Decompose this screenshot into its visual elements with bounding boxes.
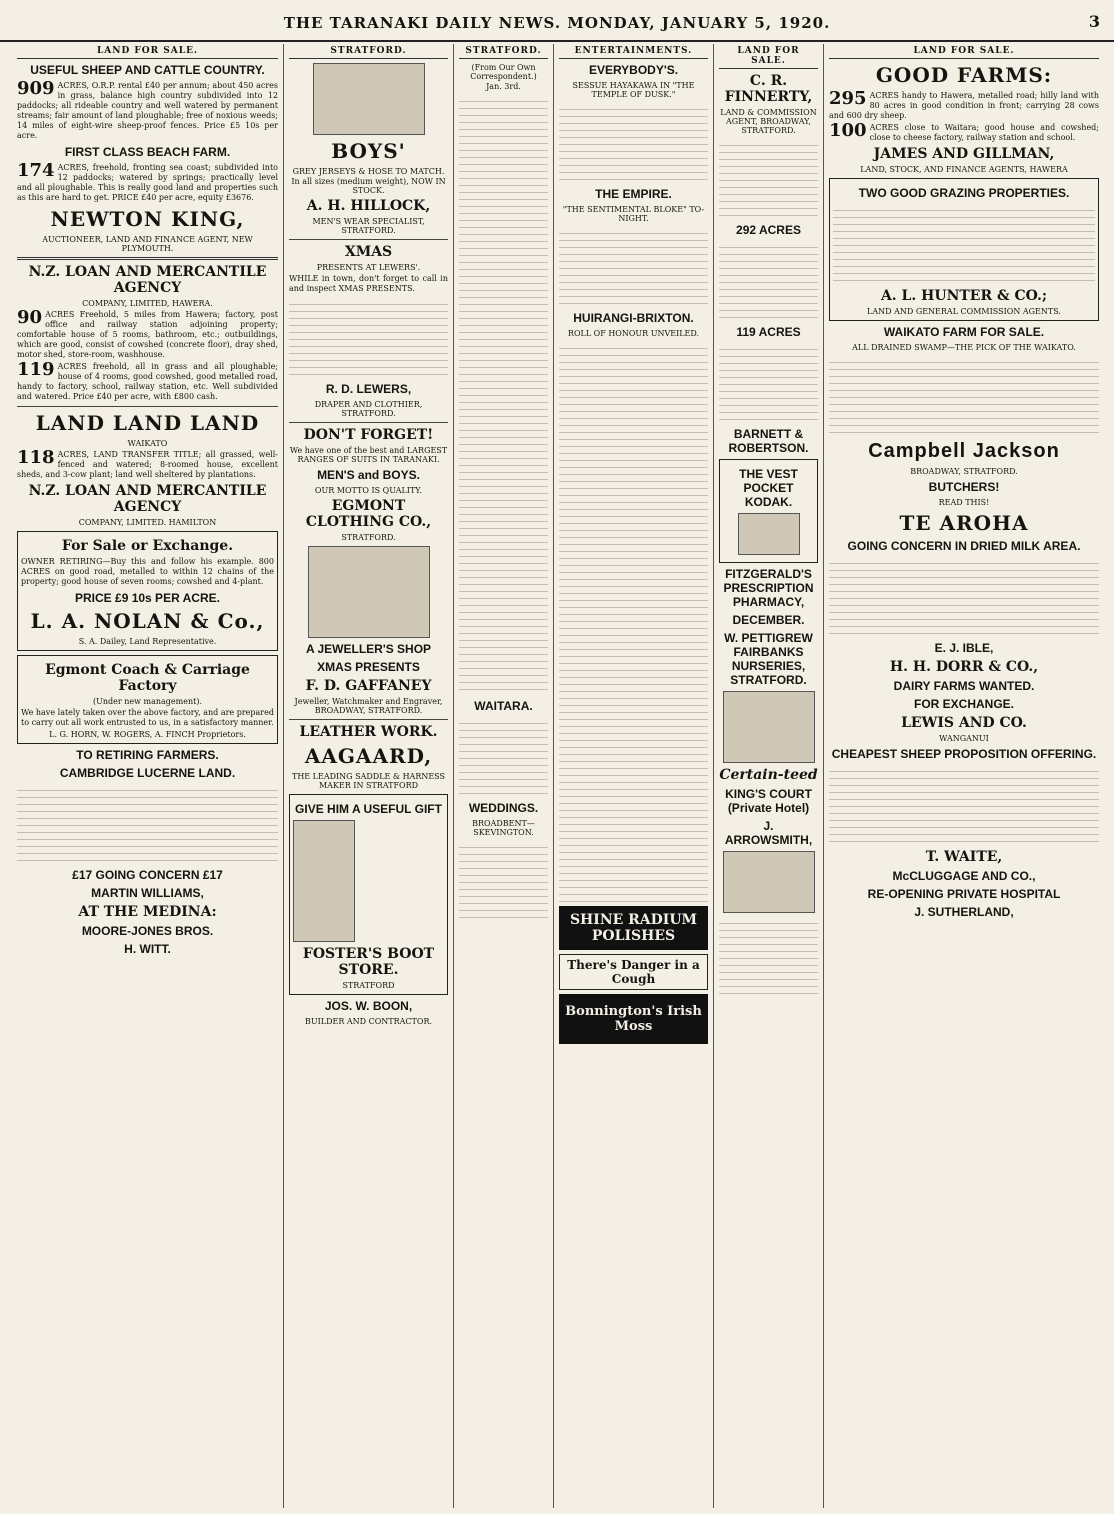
campbell-subtitle: BROADWAY, STRATFORD. xyxy=(910,467,1018,476)
agency-name: N.Z. LOAN AND MERCANTILE AGENCY xyxy=(28,264,267,296)
for-sale-box xyxy=(17,531,278,651)
boys-heading: BOYS' xyxy=(331,139,406,163)
egmont-subtitle: (Under new management). xyxy=(93,697,202,706)
ad-body xyxy=(17,78,278,141)
ad-text: ACRES Freehold, 5 miles from Hawera; factory, post office and railway station adjoining property; comfortable house of 5 rooms, bathroom, etc.; outbuildings, which are good, consist of cowshed (concrete floor), dray shed, motor shed, store-room, washhouse. xyxy=(17,310,278,359)
boon-subtitle: BUILDER AND CONTRACTOR. xyxy=(304,1017,433,1026)
empire-heading: THE EMPIRE. xyxy=(595,187,672,201)
ad-number: 90 xyxy=(17,307,43,328)
column-3 xyxy=(454,44,554,1508)
james-subtitle: LAND, STOCK, AND FINANCE AGENTS, HAWERA xyxy=(860,165,1068,174)
stratford-logo-image xyxy=(313,63,425,135)
ad-heading: CAMBRIDGE LUCERNE LAND. xyxy=(59,766,236,780)
ad-text: ACRES, O.R.P. rental £40 per annum; about 450 acres in grass, balance high country subdivided into 12 paddocks; all rideable country and well watered by permanent streams; fair amount of land ploughable; free of noxious weeds; 14 miles of eight-wire sheep-proof fences. Price £5 10s per acre. xyxy=(17,81,278,140)
masthead xyxy=(0,0,1114,42)
ad-number: 119 xyxy=(17,359,55,380)
bonnington-ad: Bonnington's Irish Moss xyxy=(559,994,708,1044)
section-header: STRATFORD. xyxy=(289,46,448,59)
xmas-text: WHILE in town, don't forget to call in and inspect XMAS PRESENTS. xyxy=(289,274,448,293)
section-header: LAND FOR SALE. xyxy=(829,46,1099,59)
camera-illustration xyxy=(738,513,800,555)
ad-heading: MOORE-JONES BROS. xyxy=(81,924,214,938)
dont-forget-boys: MEN'S and BOYS. xyxy=(317,468,420,482)
xmas-presents-heading: XMAS PRESENTS xyxy=(317,660,420,674)
box-price: PRICE £9 10s PER ACRE. xyxy=(75,591,220,605)
leather-heading: LEATHER WORK. xyxy=(299,724,438,740)
arrowsmith-name: J. ARROWSMITH, xyxy=(724,819,813,847)
egmont-signature: L. G. HORN, W. ROGERS, A. FINCH Proprietors. xyxy=(49,730,246,739)
ad-heading: USEFUL SHEEP AND CATTLE COUNTRY. xyxy=(30,63,265,77)
section-header: LAND FOR SALE. xyxy=(719,46,818,69)
ad-text: ACRES handy to Hawera, metalled road; hilly land with 80 acres in good condition in front; carrying 28 cows and 600 dry sheep. xyxy=(829,91,1099,120)
agent-name: NEWTON KING, xyxy=(50,207,245,231)
correspondent-note: (From Our Own Correspondent.) xyxy=(470,63,537,81)
ad-heading: AT THE MEDINA: xyxy=(78,904,217,920)
egmont-title: Egmont Coach & Carriage Factory xyxy=(45,662,250,694)
ad-body xyxy=(17,447,278,480)
ad-number: 909 xyxy=(17,78,55,99)
masthead-title: THE TARANAKI DAILY NEWS. MONDAY, JANUARY 5, 1920. xyxy=(283,14,831,32)
kings-court-name: KING'S COURT (Private Hotel) xyxy=(725,787,812,815)
bloke-subtitle: "THE SENTIMENTAL BLOKE" TO-NIGHT. xyxy=(562,205,705,223)
boys-note: In all sizes (medium weight), NOW IN STOCK. xyxy=(291,177,446,195)
nolan-name: L. A. NOLAN & Co., xyxy=(30,609,265,633)
dont-forget-text: We have one of the best and LARGEST RANGES OF SUITS IN TARANAKI. xyxy=(289,446,448,464)
ad-body xyxy=(829,120,1099,143)
agency-name: N.Z. LOAN AND MERCANTILE AGENCY xyxy=(28,483,267,515)
column-1 xyxy=(12,44,284,1508)
james-name: JAMES AND GILLMAN, xyxy=(873,146,1055,162)
text-block xyxy=(17,784,278,864)
man-portrait-illustration xyxy=(293,820,355,942)
ad-body xyxy=(829,88,1099,121)
ad-text xyxy=(829,356,1099,436)
column-4 xyxy=(554,44,714,1508)
jeweller-illustration xyxy=(308,546,430,638)
gaffaney-subtitle: Jeweller, Watchmaker and Engraver, BROADWAY, STRATFORD. xyxy=(294,697,443,715)
ad-number: 100 xyxy=(829,120,867,141)
dorr-name: H. H. DORR & CO., xyxy=(889,659,1039,675)
pettigrew-name: W. PETTIGREW FAIRBANKS NURSERIES, STRATFORD. xyxy=(724,631,813,687)
page-number: 3 xyxy=(1088,12,1100,31)
waitara-heading: WAITARA. xyxy=(474,699,533,713)
kodak-heading: THE VEST POCKET KODAK. xyxy=(739,467,798,509)
waikato-subtitle: ALL DRAINED SWAMP—THE PICK OF THE WAIKATO. xyxy=(852,343,1076,352)
building-illustration xyxy=(723,691,815,763)
section-header: LAND FOR SALE. xyxy=(17,46,278,59)
section-header: ENTERTAINMENTS. xyxy=(559,46,708,59)
article-text xyxy=(559,227,708,307)
campbell-jackson-name: Campbell Jackson xyxy=(868,440,1060,462)
ad-number: 118 xyxy=(17,447,55,468)
column-2 xyxy=(284,44,454,1508)
exchange-heading: FOR EXCHANGE. xyxy=(913,697,1014,711)
cheapest-heading: CHEAPEST SHEEP PROPOSITION OFFERING. xyxy=(831,747,1097,761)
ad-text xyxy=(829,765,1099,845)
ad-number: 174 xyxy=(17,160,55,181)
hunter-name: A. L. HUNTER & CO.; xyxy=(880,288,1048,304)
xmas-subtitle: PRESENTS AT LEWERS'. xyxy=(316,263,421,272)
fosters-subtitle: STRATFORD xyxy=(342,981,395,990)
grazing-box xyxy=(829,178,1099,321)
ad-heading: £17 GOING CONCERN £17 xyxy=(72,868,223,882)
egmont-coach-box xyxy=(17,655,278,744)
hospital-heading: RE-OPENING PRIVATE HOSPITAL xyxy=(867,887,1061,901)
street-map-illustration xyxy=(723,851,815,913)
danger-cough-ad: There's Danger in a Cough xyxy=(559,954,708,990)
ad-body xyxy=(17,160,278,203)
ad-body xyxy=(17,307,278,360)
ad-text: ACRES close to Waitara; good house and cowshed; close to cheese factory, railway station and school. xyxy=(869,123,1099,142)
ad-text xyxy=(833,204,1095,284)
butchers-subtitle: READ THIS! xyxy=(938,498,990,507)
weddings-heading: WEDDINGS. xyxy=(468,801,539,815)
ad-text xyxy=(719,343,818,423)
gift-box xyxy=(289,794,448,995)
ad-text: ACRES freehold, all in grass and all ploughable; house of 4 rooms, good cowshed, good metalled road, handy to factory, school, railway station, etc. Well subdivided and watered. Price £40 per acre, with £800 cash. xyxy=(17,362,278,401)
ad-heading: MARTIN WILLIAMS, xyxy=(91,886,204,900)
gaffaney-name: F. D. GAFFANEY xyxy=(305,678,432,694)
egmont-clothing-name: EGMONT CLOTHING CO., xyxy=(305,498,432,530)
xmas-heading: XMAS xyxy=(344,244,393,260)
boys-subtitle: GREY JERSEYS & HOSE TO MATCH. xyxy=(292,167,445,176)
boon-name: JOS. W. BOON, xyxy=(324,999,413,1013)
radium-polish-ad: SHINE RADIUM POLISHES xyxy=(559,906,708,950)
lewers-subtitle: DRAPER AND CLOTHIER, STRATFORD. xyxy=(314,400,423,418)
december-heading: DECEMBER. xyxy=(732,613,805,627)
fosters-name: FOSTER'S BOOT STORE. xyxy=(302,946,435,978)
article-date: Jan. 3rd. xyxy=(486,82,521,91)
aagaard-subtitle: THE LEADING SADDLE & HARNESS MAKER IN STRATFORD xyxy=(291,772,445,790)
finnerty-name: C. R. FINNERTY, xyxy=(724,73,813,105)
te-aroha-subtitle: GOING CONCERN IN DRIED MILK AREA. xyxy=(847,539,1081,553)
ad-heading: LAND LAND LAND xyxy=(35,411,260,435)
ad-text xyxy=(719,917,818,997)
aagaard-name: AAGAARD, xyxy=(304,744,433,768)
ad-number: 295 xyxy=(829,88,867,109)
agent-subtitle: AUCTIONEER, LAND AND FINANCE AGENT, NEW PLYMOUTH. xyxy=(42,235,253,253)
good-farms-heading: GOOD FARMS: xyxy=(875,63,1053,87)
lewers-name: R. D. LEWERS, xyxy=(325,382,412,396)
ible-name: E. J. IBLE, xyxy=(934,641,994,655)
certainteed-logo: Certain-teed xyxy=(719,767,818,783)
ad-text xyxy=(719,139,818,219)
article-text xyxy=(559,103,708,183)
hillock-subtitle: MEN'S WEAR SPECIALIST, STRATFORD. xyxy=(312,217,425,235)
everybody-heading: EVERYBODY'S. xyxy=(588,63,679,77)
ad-text xyxy=(829,557,1099,637)
ad-text: ACRES, LAND TRANSFER TITLE; all grassed, well-fenced and watered; 8-roomed house, excellent sheds, and 3-cow plant; land well sheltered by plantations. xyxy=(17,450,278,479)
ad-body xyxy=(17,359,278,402)
gift-heading: GIVE HIM A USEFUL GIFT xyxy=(295,802,442,816)
lewis-subtitle: WANGANUI xyxy=(939,734,989,743)
egmont-text: We have lately taken over the above factory, and are prepared to carry out all work entrusted to us, in a satisfactory manner. xyxy=(21,708,274,727)
article-text xyxy=(459,841,548,921)
article-text xyxy=(459,717,548,797)
egmont-clothing-subtitle: STRATFORD. xyxy=(341,533,396,542)
column-5 xyxy=(714,44,824,1508)
agency-subtitle: COMPANY, LIMITED. HAMILTON xyxy=(78,518,217,527)
dairy-heading: DAIRY FARMS WANTED. xyxy=(893,679,1035,693)
box-title: For Sale or Exchange. xyxy=(61,538,234,554)
butchers-heading: BUTCHERS! xyxy=(928,480,1000,494)
ad-subtitle: WAIKATO xyxy=(127,439,168,448)
article-text xyxy=(559,342,708,902)
barnett-name: BARNETT & ROBERTSON. xyxy=(728,427,809,455)
acres-292-heading: 292 ACRES xyxy=(736,223,801,237)
huirangi-heading: HUIRANGI-BRIXTON. xyxy=(573,311,694,325)
fitzgerald-name: FITZGERALD'S PRESCRIPTION PHARMACY, xyxy=(723,567,814,609)
cluggage-name: McCLUGGAGE AND CO., xyxy=(892,869,1036,883)
ad-heading: H. WITT. xyxy=(124,942,171,956)
ad-text: ACRES, freehold, fronting sea coast; subdivided into 12 paddocks; watered by springs; practically level and all ploughable. This is really good land and properties such as this are hard to get. PRICE £40 per acre, equity £3676. xyxy=(17,163,278,202)
nolan-subtitle: S. A. Dailey, Land Representative. xyxy=(78,637,217,646)
article-text xyxy=(459,95,548,695)
section-header: STRATFORD. xyxy=(459,46,548,59)
ad-heading: TO RETIRING FARMERS. xyxy=(76,748,219,762)
hunter-subtitle: LAND AND GENERAL COMMISSION AGENTS. xyxy=(867,307,1061,316)
finnerty-subtitle: LAND & COMMISSION AGENT, BROADWAY, STRATFORD. xyxy=(720,108,817,135)
lewis-name: LEWIS AND CO. xyxy=(901,715,1027,731)
jeweller-heading: A JEWELLER'S SHOP xyxy=(305,642,432,656)
column-6 xyxy=(824,44,1104,1508)
grazing-heading: TWO GOOD GRAZING PROPERTIES. xyxy=(858,186,1070,200)
hillock-name: A. H. HILLOCK, xyxy=(306,198,431,214)
huirangi-subtitle: ROLL OF HONOUR UNVEILED. xyxy=(567,329,700,338)
sutherland-name: J. SUTHERLAND, xyxy=(914,905,1014,919)
te-aroha-heading: TE AROHA xyxy=(899,511,1029,535)
box-text: OWNER RETIRING—Buy this and follow his example. 800 ACRES on good road, metalled to within 12 chains of the property; good house of seven rooms; cowshed and 4-plant. xyxy=(21,557,274,586)
everybody-subtitle: SESSUE HAYAKAWA IN "THE TEMPLE OF DUSK." xyxy=(572,81,695,99)
text-block xyxy=(289,298,448,378)
agency-subtitle: COMPANY, LIMITED, HAWERA. xyxy=(82,299,213,308)
acres-119-heading: 119 ACRES xyxy=(736,325,801,339)
ad-heading: FIRST CLASS BEACH FARM. xyxy=(64,145,231,159)
dont-forget-heading: DON'T FORGET! xyxy=(303,427,434,443)
dont-forget-note: OUR MOTTO IS QUALITY. xyxy=(314,486,423,495)
kodak-box xyxy=(719,459,818,563)
ad-text xyxy=(719,241,818,321)
waite-name: T. WAITE, xyxy=(925,849,1003,865)
waikato-heading: WAIKATO FARM FOR SALE. xyxy=(883,325,1045,339)
wedding-subtitle: BROADBENT—SKEVINGTON. xyxy=(472,819,535,837)
